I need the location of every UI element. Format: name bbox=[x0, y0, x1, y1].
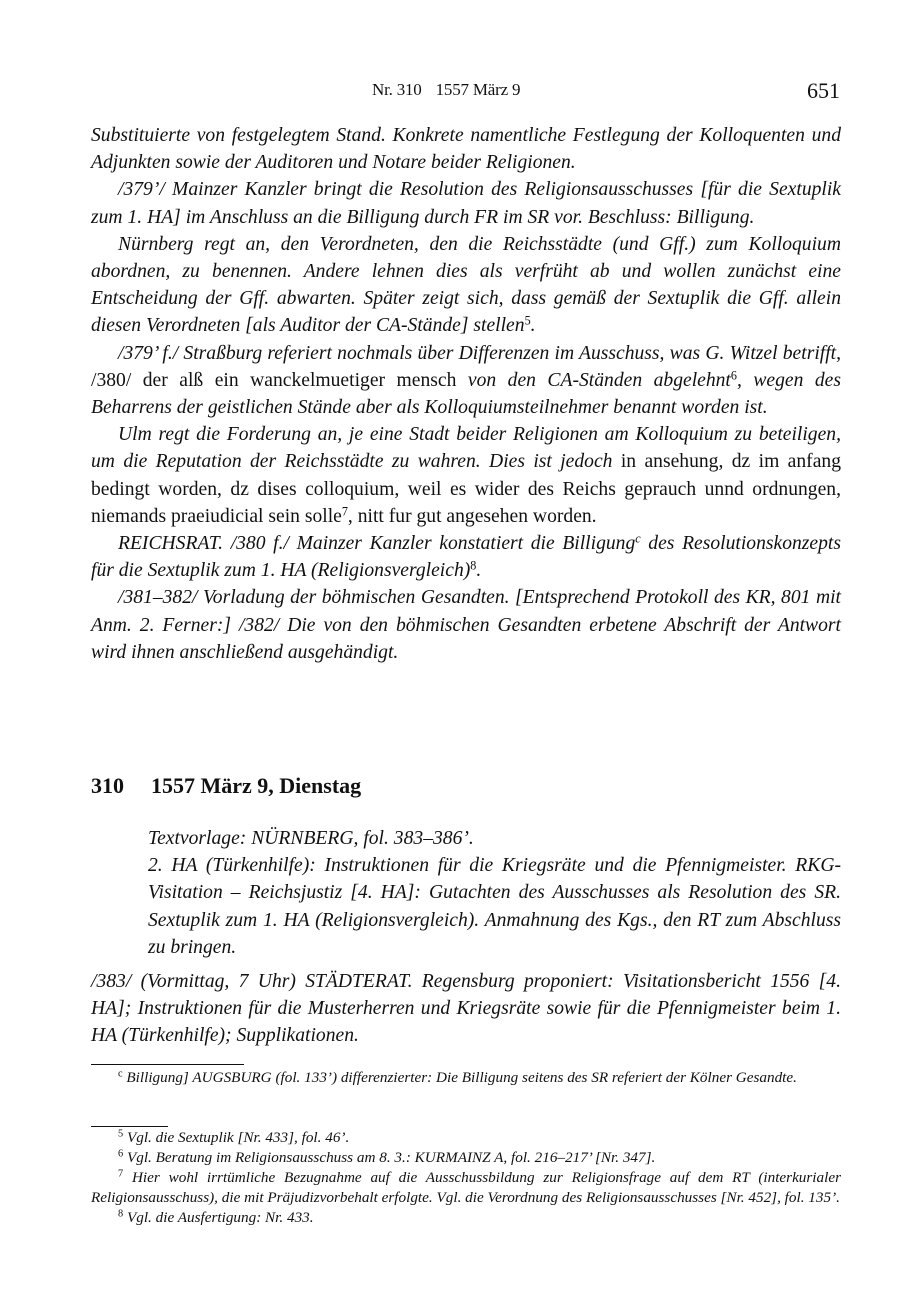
paragraph-5 bbox=[91, 421, 841, 530]
footnote-text: Vgl. Beratung im Religionsausschuss am 8. 3.: KURMAINZ A, fol. 216–217’ [Nr. 347]. bbox=[123, 1149, 656, 1166]
paragraph-6-text-b: des Resolutionskonzepts für die Sextuplik zum 1. HA (Religionsvergleich) bbox=[91, 533, 841, 582]
textual-note-ref-c[interactable]: c bbox=[635, 531, 641, 546]
paragraph-6-text-a: . /380 f./ Mainzer Kanzler konstatiert die Billigung bbox=[218, 533, 636, 555]
paragraph-1: Substituierte von festgelegtem Stand. Konkrete namentliche Festlegung der Kolloquenten und Adjunkten sowie der Auditoren und Notare beider Religionen. bbox=[91, 125, 841, 174]
paragraph-4-italic-c: , wegen des Beharrens der geistlichen Stände aber als Kolloquiumsteilnehmer benannt worden ist. bbox=[91, 369, 841, 419]
footnote-mark: 7 bbox=[118, 1168, 124, 1180]
footnote-text: Vgl. die Sextuplik [Nr. 433], fol. 46’. bbox=[123, 1129, 350, 1146]
footnotes bbox=[91, 1128, 841, 1228]
footnote-text: Vgl. die Ausfertigung: Nr. 433. bbox=[123, 1209, 314, 1226]
reichsrat-label: REICHSRAT bbox=[118, 533, 219, 555]
footnote-ref-8[interactable]: 8 bbox=[470, 558, 477, 573]
footnote-ref-6[interactable]: 6 bbox=[730, 368, 737, 383]
running-head bbox=[0, 78, 900, 108]
entry-summary-text: 2. HA (Türkenhilfe): Instruktionen für die Kriegsräte und die Pfennigmeister. RKG-Visitation – Reichsjustiz [4. HA]: Gutachten des Ausschusses als Resolution des SR. Sextuplik zum 1. HA (Religionsvergleich). Anmahnung des Kgs., den RT zum Abschluss zu bringen. bbox=[148, 855, 841, 958]
textual-notes-divider bbox=[91, 1064, 244, 1065]
paragraph-6-end: . bbox=[476, 560, 482, 582]
paragraph-5-quote-end: , nitt fur gut angesehen worden. bbox=[347, 505, 597, 527]
paragraph-3-text: Nürnberg regt an, den Verordneten, den die Reichsstädte (und Gff.) zum Kolloquium abordnen, zu benennen. Andere lehnen dies als verfrüht ab und wollen zunächst eine Entscheidung der Gff. abwarten. Später zeigt sich, dass gemäß der Sextuplik die Gff. allein diesen Verordneten [als Auditor der CA-Stände] stellen bbox=[91, 233, 841, 337]
footnote-ref-7[interactable]: 7 bbox=[341, 504, 348, 519]
paragraph-7: /381–382/ Vorladung der böhmischen Gesandten. [Entsprechend Protokoll des KR, 801 mit Anm. 2. Ferner:] /382/ Die von den böhmischen Gesandten erbetene Abschrift der Antwort wird ihnen anschließend ausgehändigt. bbox=[91, 587, 841, 663]
footnote-6 bbox=[91, 1148, 841, 1168]
paragraph-5-quote: in ansehung, dz im anfang bedingt worden, dz dises colloquium, weil es wider des Reichs geprauch unnd ordnungen, niemands praeiudicial sein solle bbox=[91, 451, 841, 527]
paragraph-2: /379’/ Mainzer Kanzler bringt die Resolution des Religionsausschusses [für die Sextuplik zum 1. HA] im Anschluss an die Billigung durch FR im SR vor. Beschluss: Billigung. bbox=[91, 179, 841, 228]
protocol-paragraph bbox=[91, 968, 841, 1050]
protocol-text bbox=[91, 968, 841, 1050]
paragraph-5-italic: Ulm regt die Forderung an, je eine Stadt beider Religionen am Kolloquium zu beteiligen, um die Reputation der Reichsstädte zu wahren. Dies ist jedoch bbox=[91, 424, 841, 473]
paragraph-3 bbox=[91, 231, 841, 340]
body-text bbox=[91, 122, 841, 666]
entry-source: Textvorlage: NÜRNBERG, fol. 383–386’. bbox=[148, 828, 474, 849]
running-head-date: 1557 März 9 bbox=[435, 80, 521, 99]
paragraph-3-end: . bbox=[530, 315, 536, 337]
entry-summary bbox=[148, 825, 841, 961]
footnote-7 bbox=[91, 1168, 841, 1208]
paragraph-4-italic-b: von den CA-Ständen abgelehnt bbox=[467, 369, 731, 391]
entry-heading bbox=[91, 773, 361, 799]
protocol-start: /383/ (Vormittag, 7 Uhr) bbox=[91, 971, 306, 992]
entry-title: 1557 März 9, Dienstag bbox=[151, 773, 362, 798]
footnote-mark: 6 bbox=[118, 1148, 124, 1160]
footnote-8 bbox=[91, 1208, 841, 1228]
paragraph-6 bbox=[91, 530, 841, 584]
running-head-center bbox=[372, 80, 520, 100]
footnote-mark: 5 bbox=[118, 1128, 124, 1140]
footnote-5 bbox=[91, 1128, 841, 1148]
running-head-entry-ref: Nr. 310 bbox=[372, 80, 422, 99]
footnote-text: Hier wohl irrtümliche Bezugnahme auf die Ausschussbildung zur Religionsfrage auf dem RT (interkurialer Religionsausschuss), die mit Präjudizvorbehalt erfolgte. Vgl. die Verordnung des Religionsausschusses [Nr. 452], fol. 135’. bbox=[91, 1169, 841, 1206]
paragraph-4-italic-a: /379’ f./ Straßburg referiert nochmals über Differenzen im Ausschuss, was G. Witzel betrifft, bbox=[118, 342, 841, 364]
footnote-ref-5[interactable]: 5 bbox=[524, 313, 531, 328]
entry-number: 310 bbox=[91, 773, 124, 798]
staedterat-label: STÄDTERAT bbox=[305, 971, 408, 992]
textual-note-c bbox=[91, 1068, 841, 1088]
paragraph-4 bbox=[91, 340, 841, 422]
paragraph-4-quote: /380/ der alß ein wanckelmuetiger mensch bbox=[91, 369, 468, 391]
textual-notes bbox=[91, 1068, 841, 1088]
textual-note-mark: c bbox=[118, 1068, 123, 1080]
protocol-rest: . Regensburg proponiert: Visitationsbericht 1556 [4. HA]; Instruktionen für die Musterherren und Kriegsräte sowie für die Pfennigmeister beim 1. HA (Türkenhilfe); Supplikationen. bbox=[91, 971, 841, 1047]
textual-note-text: Billigung] AUGSBURG (fol. 133’) differenzierter: Die Billigung seitens des SR referiert der Kölner Gesandte. bbox=[122, 1069, 797, 1086]
page-number: 651 bbox=[807, 78, 840, 103]
footnote-mark: 8 bbox=[118, 1208, 124, 1220]
footnotes-divider bbox=[91, 1126, 168, 1127]
